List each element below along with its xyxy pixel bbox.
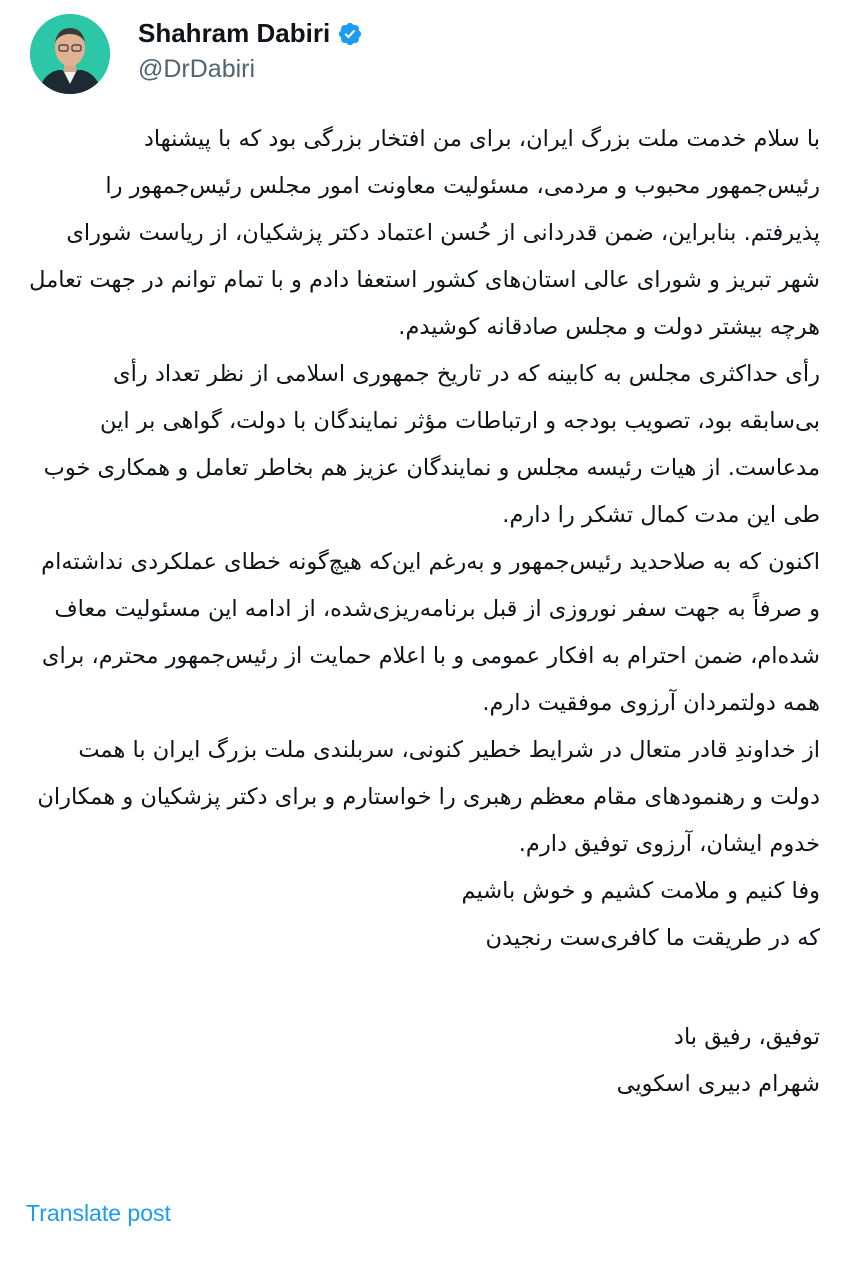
translate-post-link[interactable]: Translate post <box>26 1200 171 1226</box>
poem-line-1: وفا کنیم و ملامت کشیم و خوش باشیم <box>461 878 820 904</box>
author-names <box>138 18 363 84</box>
post-paragraph-4: از خداوندِ قادر متعال در شرایط خطیر کنونی، سربلندی ملت بزرگ ایران با همت دولت و رهنمودهای مقام معظم رهبری را خواستارم و برای دکتر پزشکیان و همکاران خدوم ایشان، آرزوی توفیق دارم. <box>37 737 820 857</box>
display-name-row <box>138 18 363 49</box>
spacer <box>26 962 820 1014</box>
display-name[interactable]: Shahram Dabiri <box>138 18 331 48</box>
verified-badge-icon <box>337 21 363 47</box>
user-handle[interactable]: @DrDabiri <box>138 55 256 83</box>
poem-line-2: که در طریقت ما کافری‌ست رنجیدن <box>485 925 820 951</box>
post-paragraph-3: اکنون که به صلاحدید رئیس‌جمهور و به‌رغم این‌که هیچ‌گونه خطای عملکردی نداشته‌ام و صرفاً به جهت سفر نوروزی از قبل برنامه‌ریزی‌شده، از ادامه این مسئولیت معاف شده‌ام، ضمن احترام به افکار عمومی و با اعلام حمایت از رئیس‌جمهور محترم، برای همه دولتمردان آرزوی موفقیت دارم. <box>41 549 820 716</box>
closing-line: توفیق، رفیق باد <box>673 1024 820 1050</box>
post-paragraph-2: رأی حداکثری مجلس به کابینه که در تاریخ جمهوری اسلامی از نظر تعداد رأی بی‌سابقه بود، تصویب بودجه و ارتباطات مؤثر نمایندگان با دولت، گواهی بر این مدعاست. از هیات رئیسه مجلس و نمایندگان عزیز هم بخاطر تعامل و همکاری خوب طی این مدت کمال تشکر را دارم. <box>43 361 820 528</box>
avatar[interactable] <box>30 14 110 94</box>
post-text <box>26 116 820 1108</box>
post-header <box>30 14 363 94</box>
post-paragraph-1: با سلام خدمت ملت بزرگ ایران، برای من افتخار بزرگی بود که با پیشنهاد رئیس‌جمهور محبوب و مردمی، مسئولیت معاونت امور مجلس رئیس‌جمهور را پذیرفتم. بنابراین، ضمن قدردانی از حُسن اعتماد دکتر پزشکیان، از ریاست شورای شهر تبریز و شورای عالی استان‌های کشور استعفا دادم و با تمام توانم در جهت تعامل هرچه بیشتر دولت و مجلس صادقانه کوشیدم. <box>29 126 820 340</box>
avatar-portrait <box>30 14 110 94</box>
signature: شهرام دبیری اسکویی <box>616 1071 820 1097</box>
